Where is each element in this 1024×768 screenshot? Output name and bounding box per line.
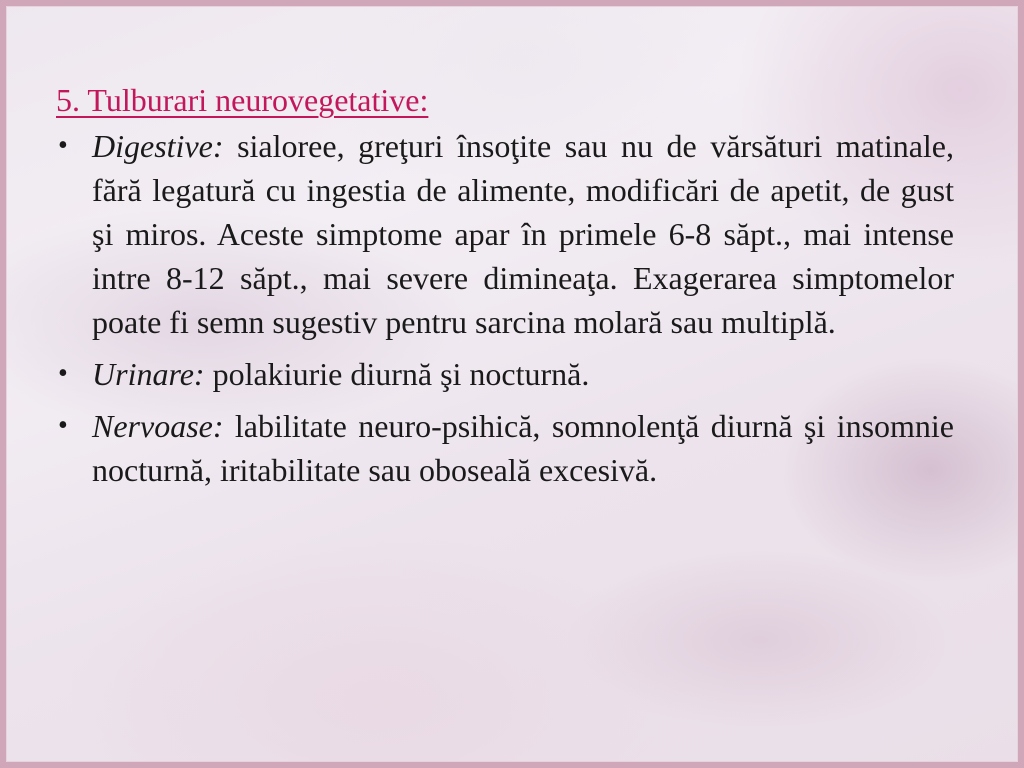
- item-term: Digestive:: [92, 128, 224, 164]
- item-term: Nervoase:: [92, 408, 224, 444]
- item-term: Urinare:: [92, 356, 205, 392]
- bullet-icon: •: [58, 358, 68, 389]
- bullet-icon: •: [58, 410, 68, 441]
- section-heading: 5. Tulburari neurovegetative:: [56, 82, 429, 118]
- slide-content: [56, 78, 954, 500]
- item-text: labilitate neuro-psihică, somnolenţă diurnă şi insomnie nocturnă, iritabilitate sau oboseală excesivă.: [92, 408, 954, 488]
- item-text: sialoree, greţuri însoţite sau nu de vărsături matinale, fără legatură cu ingestia de alimente, modificări de apetit, de gust şi miros. Aceste simptome apar în primele 6-8 săpt., mai intense intre 8-12 săpt., mai severe dimineaţa. Exagerarea simptomelor poate fi semn sugestiv pentru sarcina molară sau multiplă.: [92, 128, 954, 340]
- list-item-urinare: [56, 352, 954, 396]
- list-item-digestive: [56, 124, 954, 344]
- bullet-list: [56, 124, 954, 492]
- list-item-nervoase: [56, 404, 954, 492]
- bullet-icon: •: [58, 130, 68, 161]
- item-text: polakiurie diurnă şi nocturnă.: [204, 356, 590, 392]
